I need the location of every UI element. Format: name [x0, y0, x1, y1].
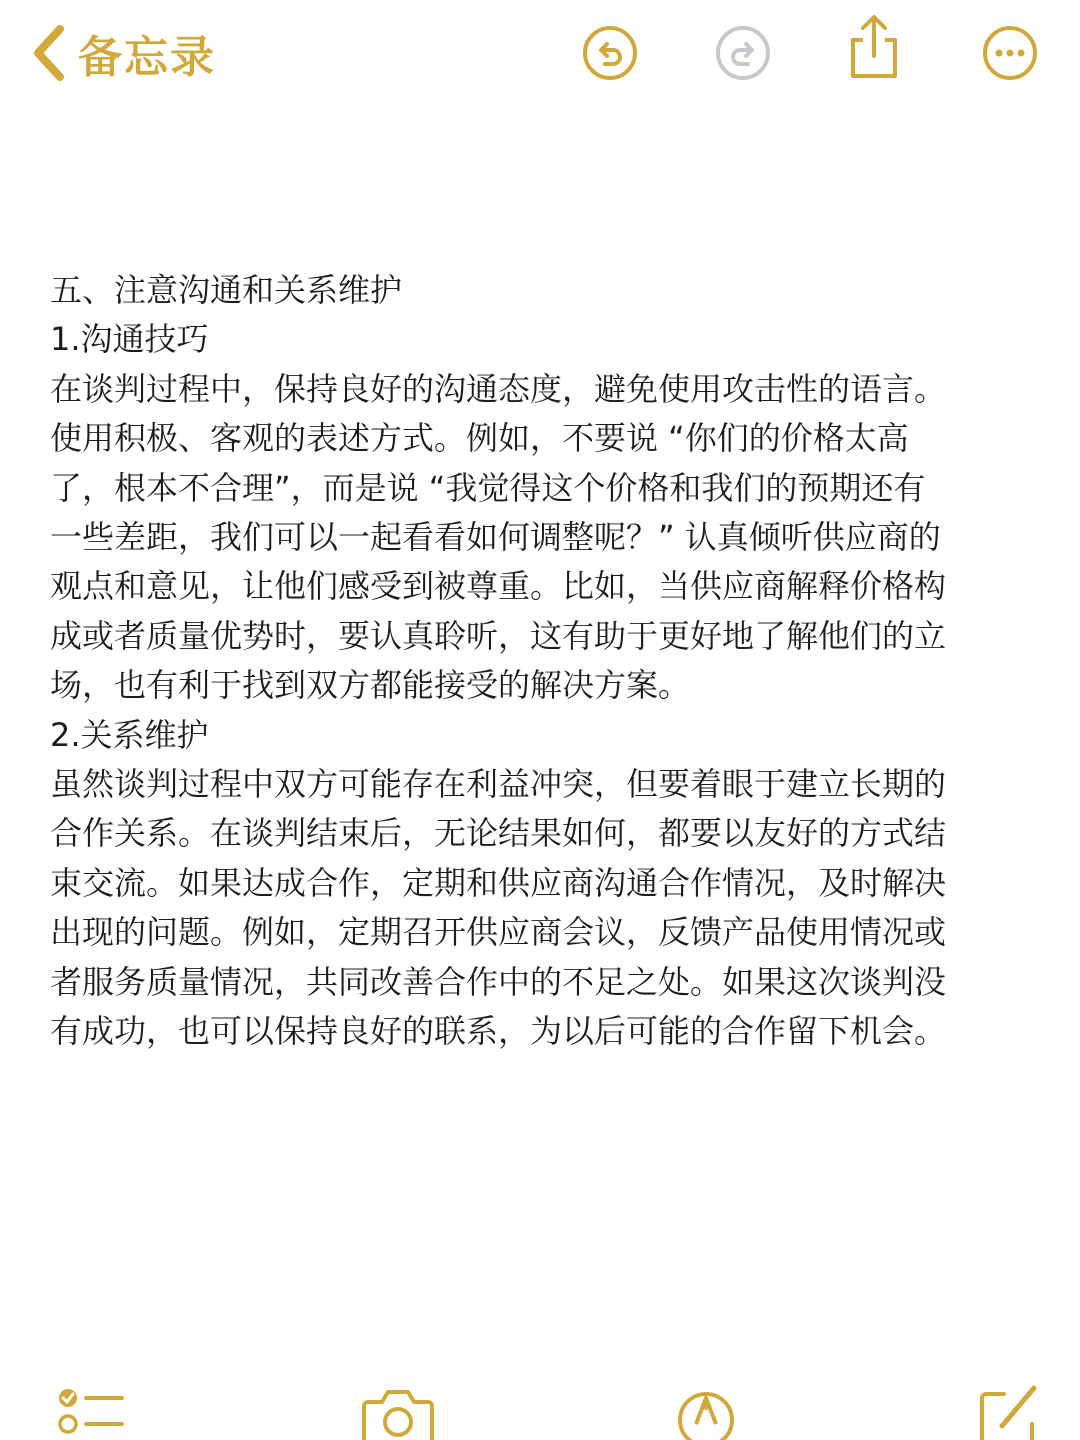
note-line: 使用积极、客观的表述方式。例如，不要说 “你们的价格太高 [50, 419, 909, 458]
note-line: 者服务质量情况，共同改善合作中的不足之处。如果这次谈判没 [50, 962, 947, 1001]
more-button[interactable] [981, 26, 1039, 84]
markup-button[interactable] [666, 1380, 746, 1440]
note-line: 有成功，也可以保持良好的联系，为以后可能的合作留下机会。 [50, 1012, 947, 1051]
note-line: 虽然谈判过程中双方可能存在利益冲突，但要着眼于建立长期的 [50, 765, 947, 804]
note-line: 成或者质量优势时，要认真聆听，这有助于更好地了解他们的立 [50, 616, 947, 655]
note-line: 在谈判过程中，保持良好的沟通态度，避免使用攻击性的语言。 [50, 369, 947, 408]
note-line: 观点和意见，让他们感受到被尊重。比如，当供应商解释价格构 [50, 567, 947, 606]
checklist-button[interactable] [50, 1380, 130, 1440]
back-label: 备忘录 [78, 32, 216, 83]
note-line: 束交流。如果达成合作，定期和供应商沟通合作情况，及时解决 [50, 863, 947, 902]
note-line: 了，根本不合理”，而是说 “我觉得这个价格和我们的预期还有 [50, 468, 926, 507]
redo-icon [714, 24, 772, 86]
compose-button[interactable] [968, 1380, 1048, 1440]
chevron-left-icon [28, 23, 68, 83]
share-button[interactable] [845, 14, 903, 84]
camera-button[interactable] [358, 1380, 438, 1440]
note-line: 场，也有利于找到双方都能接受的解决方案。 [50, 666, 691, 705]
note-line: 1.沟通技巧 [50, 320, 209, 359]
note-line: 一些差距，我们可以一起看看如何调整呢？” 认真倾听供应商的 [50, 518, 941, 557]
note-line: 2.关系维护 [50, 715, 209, 754]
note-content[interactable] [50, 266, 1040, 1057]
undo-icon [581, 24, 639, 86]
redo-button[interactable] [714, 26, 772, 84]
back-button[interactable] [28, 20, 216, 86]
note-line: 五、注意沟通和关系维护 [50, 271, 403, 309]
more-icon [981, 24, 1039, 86]
share-icon [845, 12, 903, 86]
undo-button[interactable] [581, 26, 639, 84]
navigation-bar [0, 0, 1080, 110]
note-line: 合作关系。在谈判结束后，无论结果如何，都要以友好的方式结 [50, 814, 947, 853]
note-line: 出现的问题。例如，定期召开供应商会议，反馈产品使用情况或 [50, 913, 947, 952]
bottom-toolbar [0, 1380, 1080, 1440]
